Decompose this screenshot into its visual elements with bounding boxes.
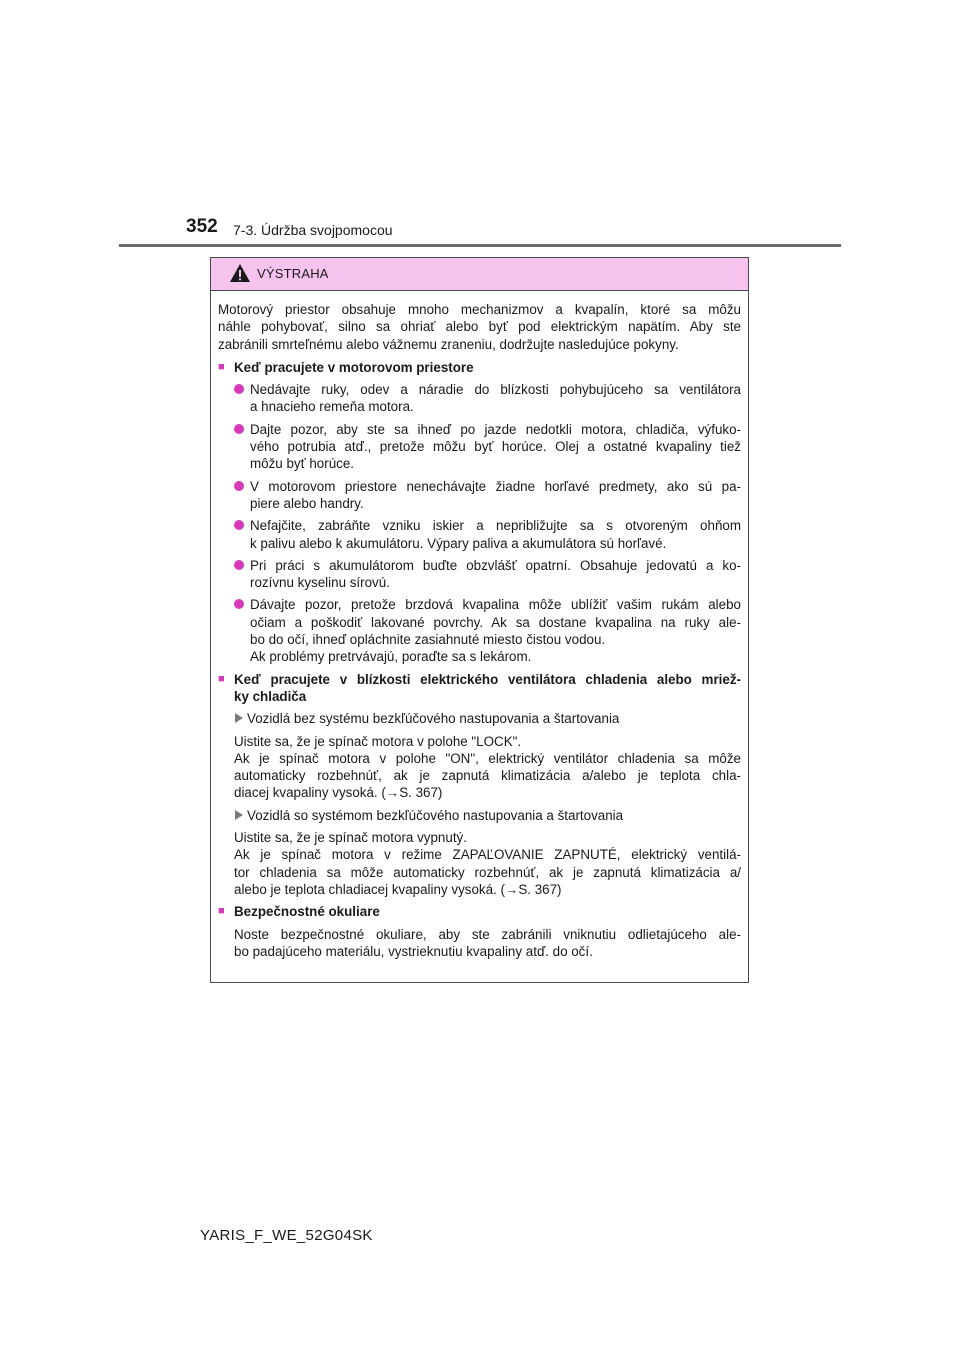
round-bullet-icon — [233, 478, 250, 513]
triangle-arrow-icon — [234, 807, 247, 824]
round-bullet-icon — [233, 596, 250, 665]
list-item: V motorovom priestore nenechávajte žiadne horľavé predmety, ako sú pa- piere alebo handry. — [233, 478, 741, 513]
warning-intro: Motorový priestor obsahuje mnoho mechanizmov a kvapalín, ktoré sa môžu náhle pohybovať, silno sa ohriať alebo byť pod elektrickým napätím. Aby ste zabránili smrteľnému alebo vážnemu zraneniu, dodržujte nasledujúce pokyny. — [218, 302, 741, 352]
round-bullet-icon — [233, 381, 250, 416]
section-title: 7-3. Údržba svojpomocou — [233, 222, 393, 238]
square-bullet-icon: ■ — [218, 672, 225, 685]
square-bullet-icon: ■ — [218, 905, 225, 918]
warning-label: VÝSTRAHA — [257, 266, 329, 281]
list-item: Nefajčite, zabráňte vzniku iskier a nepribližujte sa s otvoreným ohňom k palivu alebo k akumulátoru. Výpary paliva a akumulátora sú horľavé. — [233, 517, 741, 552]
footer-code: YARIS_F_WE_52G04SK — [200, 1227, 373, 1244]
section-heading-glasses: ■ Bezpečnostné okuliare — [218, 904, 380, 920]
section-heading-fan: ■ Keď pracujete v blízkosti elektrického ventilátora chladenia alebo mriež- ky chladiča — [218, 671, 741, 704]
square-bullet-icon: ■ — [218, 360, 225, 373]
glasses-text: Noste bezpečnostné okuliare, aby ste zabránili vniknutiu odlietajúceho ale- bo padajúceho materiálu, vystrieknutiu kvapaliny atď. do očí. — [234, 926, 741, 959]
variant-text: Uistite sa, že je spínač motora v polohe "LOCK". Ak je spínač motora v polohe "ON", elektrický ventilátor chladenia sa môže automaticky rozbehnúť, ak je zapnutá klimatizácia a/alebo je teplota chla- diacej kvapaliny vysoká. (→S. 367) — [234, 733, 741, 801]
triangle-arrow-icon — [234, 710, 247, 727]
warning-box — [210, 257, 749, 983]
list-item: Dávajte pozor, pretože brzdová kvapalina môže ublížiť vašim rukám alebo očiam a poškodiť lakované povrchy. Ak sa dostane kvapalina na ruky ale- bo do očí, ihneď opláchnite zasiahnuté miesto čistou vodou. Ak problémy pretrvávajú, poraďte sa s lekárom. — [233, 596, 741, 665]
list-item: Dajte pozor, aby ste sa ihneď po jazde nedotkli motora, chladiča, výfuko- vého potrubia atď., pretože môžu byť horúce. Olej a ostatné kvapaliny tiež môžu byť horúce. — [233, 421, 741, 473]
round-bullet-icon — [233, 421, 250, 473]
warning-triangle-icon — [229, 263, 251, 283]
warning-header — [211, 258, 748, 291]
variant-text: Uistite sa, že je spínač motora vypnutý. Ak je spínač motora v režime ZAPAĽOVANIE ZAPNUTÉ, elektrický ventilá- tor chladenia sa môže automaticky rozbehnúť, ak je zapnutá klimatizácia a/ alebo je teplota chladiacej kvapaliny vysoká. (→S. 367) — [234, 830, 741, 897]
list-item: Pri práci s akumulátorom buďte obzvlášť opatrní. Obsahuje jedovatú a ko- rozívnu kyselinu sírovú. — [233, 557, 741, 592]
round-bullet-icon — [233, 557, 250, 592]
section-heading-engine: ■ Keď pracujete v motorovom priestore — [218, 359, 474, 375]
page-number: 352 — [186, 216, 218, 237]
variant-label: Vozidlá so systémom bezkľúčového nastupovania a štartovania — [234, 807, 741, 824]
variant-label: Vozidlá bez systému bezkľúčového nastupovania a štartovania — [234, 710, 741, 727]
warning-body — [211, 291, 748, 960]
round-bullet-icon — [233, 517, 250, 552]
header-rule — [119, 244, 841, 247]
list-item: Nedávajte ruky, odev a náradie do blízkosti pohybujúceho sa ventilátora a hnacieho remeňa motora. — [233, 381, 741, 416]
